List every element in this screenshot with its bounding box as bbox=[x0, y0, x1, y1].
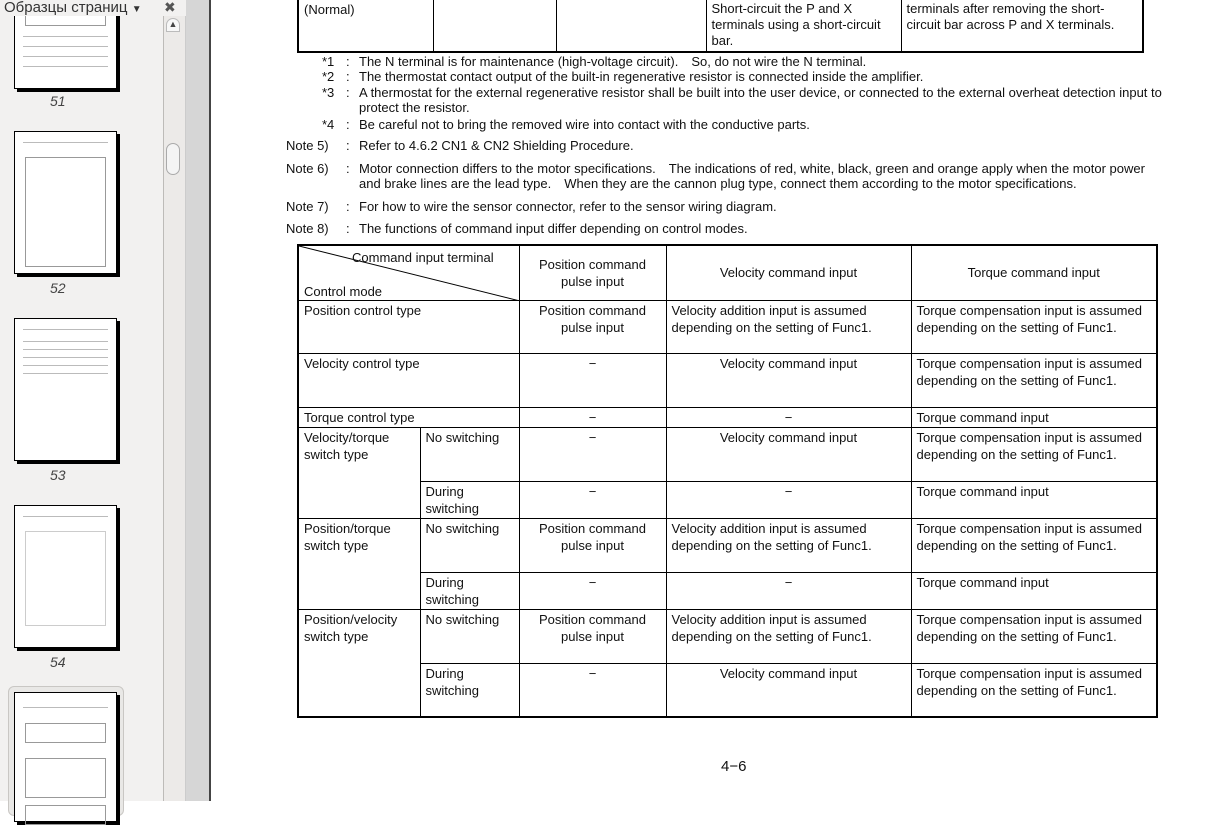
table-cell: Velocity command input bbox=[666, 663, 911, 717]
pane-divider[interactable] bbox=[186, 0, 211, 801]
table-cell: Torque compensation input is assumed depending on the setting of Func1. bbox=[911, 353, 1157, 407]
note-mark: Note 7) bbox=[286, 199, 329, 214]
table-cell: No switching bbox=[420, 427, 519, 481]
thumbnail-label: 52 bbox=[50, 280, 66, 296]
table-cell: Position/torque switch type bbox=[298, 518, 420, 609]
footnote-text: Be careful not to bring the removed wire into contact with the conductive parts. bbox=[359, 117, 810, 132]
table-cell: Torque command input bbox=[911, 407, 1157, 427]
scroll-up-arrow-icon[interactable]: ▲ bbox=[166, 18, 180, 32]
table-cell: Velocity command input bbox=[666, 427, 911, 481]
thumbnail-label: 53 bbox=[50, 467, 66, 483]
table-row bbox=[298, 407, 1157, 427]
header-label: Command input terminal bbox=[352, 250, 494, 265]
footnote-text: The thermostat contact output of the built-in regenerative resistor is connected inside the amplifier. bbox=[359, 69, 924, 84]
table-row bbox=[298, 0, 1143, 52]
sidebar-title: Образцы страниц bbox=[4, 0, 128, 16]
table-cell: Torque compensation input is assumed depending on the setting of Func1. bbox=[911, 609, 1157, 663]
table-cell: terminals after removing the short-circuit bar across P and X terminals. bbox=[901, 0, 1143, 52]
table-cell bbox=[433, 0, 556, 52]
table-cell: Torque compensation input is assumed depending on the setting of Func1. bbox=[911, 427, 1157, 481]
table-cell: − bbox=[666, 572, 911, 609]
diagonal-header-cell bbox=[298, 245, 519, 300]
thumbnail-page-53[interactable] bbox=[14, 318, 117, 461]
thumbnail-page-52[interactable] bbox=[14, 131, 117, 274]
table-header-row bbox=[298, 245, 1157, 300]
table-cell: − bbox=[519, 407, 666, 427]
table-cell: Velocity addition input is assumed depending on the setting of Func1. bbox=[666, 300, 911, 353]
sidebar-scrollbar[interactable] bbox=[164, 0, 186, 801]
note-text: The functions of command input differ depending on control modes. bbox=[359, 221, 748, 236]
table-cell: − bbox=[519, 353, 666, 407]
page-number: 4−6 bbox=[721, 758, 747, 775]
footnote-mark: *4 bbox=[322, 117, 335, 132]
table-row bbox=[298, 300, 1157, 353]
header-label: Control mode bbox=[304, 284, 383, 299]
table-cell: Velocity addition input is assumed depending on the setting of Func1. bbox=[666, 518, 911, 572]
table-cell: − bbox=[666, 407, 911, 427]
table-cell: − bbox=[519, 427, 666, 481]
thumbnail-sidebar bbox=[0, 0, 176, 801]
table-cell: − bbox=[519, 663, 666, 717]
note-mark: Note 6) bbox=[286, 161, 329, 176]
table-cell: Velocity/torque switch type bbox=[298, 427, 420, 518]
table-cell: Position control type bbox=[298, 300, 519, 353]
table-cell: − bbox=[519, 481, 666, 518]
table-cell: Short-circuit the P and X terminals using a short-circuit bar. bbox=[706, 0, 901, 52]
table-row bbox=[298, 518, 1157, 572]
table-cell: Velocity control type bbox=[298, 353, 519, 407]
table-cell bbox=[556, 0, 706, 52]
table-cell: Position command pulse input bbox=[519, 609, 666, 663]
table-cell: Torque compensation input is assumed depending on the setting of Func1. bbox=[911, 300, 1157, 353]
note-mark: Note 8) bbox=[286, 221, 329, 236]
footnote-text: The N terminal is for maintenance (high-voltage circuit). So, do not wire the N terminal. bbox=[359, 54, 867, 69]
thumbnail-page-55[interactable] bbox=[14, 692, 117, 822]
footnote-mark: *1 bbox=[322, 54, 335, 69]
table-cell: During switching bbox=[420, 481, 519, 518]
command-input-table bbox=[297, 244, 1158, 718]
table-row bbox=[298, 353, 1157, 407]
table-row bbox=[298, 572, 1157, 609]
table-row bbox=[298, 427, 1157, 481]
table-cell: During switching bbox=[420, 572, 519, 609]
table-cell: Position command pulse input bbox=[519, 300, 666, 353]
thumbnail-label: 54 bbox=[50, 654, 66, 670]
top-table bbox=[297, 0, 1144, 53]
column-header: Velocity command input bbox=[666, 245, 911, 300]
table-cell: Position command pulse input bbox=[519, 518, 666, 572]
column-header: Torque command input bbox=[911, 245, 1157, 300]
footnote-text: A thermostat for the external regenerative resistor shall be built into the user device, or connected to the external overheat detection input to protect the resistor. bbox=[359, 85, 1162, 115]
table-row bbox=[298, 609, 1157, 663]
dropdown-icon[interactable]: ▼ bbox=[131, 4, 142, 15]
note-text: Refer to 4.6.2 CN1 & CN2 Shielding Procedure. bbox=[359, 138, 634, 153]
table-cell: − bbox=[666, 481, 911, 518]
table-cell: Velocity command input bbox=[666, 353, 911, 407]
close-icon[interactable]: ✖ bbox=[164, 0, 176, 15]
table-row bbox=[298, 663, 1157, 717]
table-cell: Torque compensation input is assumed depending on the setting of Func1. bbox=[911, 663, 1157, 717]
column-header: Position command pulse input bbox=[519, 245, 666, 300]
footnote-mark: *2 bbox=[322, 69, 335, 84]
thumbnail-label: 51 bbox=[50, 93, 66, 109]
note-mark: Note 5) bbox=[286, 138, 329, 153]
table-cell: (Normal) bbox=[298, 0, 433, 52]
thumbnail-page-54[interactable] bbox=[14, 505, 117, 648]
table-row bbox=[298, 481, 1157, 518]
document-page: (Normal) Short-circuit the P and X terminals using a short-circuit bar. terminals after removing the short-circuit bar across P and X terminals. *1 : The N terminal is for maintenance (high-voltage circuit). So, do not wire the N terminal. *2 : The thermostat contact output of the built-in regenerative resistor is connected inside the amplifier. *3 : A thermostat for the external regenerative resistor shall be built into the user device, or connected to the external overheat detection input to protect the resistor. *4 : Be careful not to bring the removed wire into contact with the conductive parts. Note 5) : Refer to 4.6.2 CN1 & CN2 Shielding Procedure. Note 6) : Motor connection differs to the motor specifications. The indications of red, white, black, green and orange apply when the motor power and brake lines are the lead type. When they are the cannon plug type, connect them according to the motor specifications. Note 7) : For how to wire the sensor connector, refer to the sensor wiring diagram. Note 8) : The functions of command input differ depending on control modes. Command input terminal Control mode Position command pulse input Velocity command input Torque command input Position control type Position command pulse input Velocity addition input is assumed depending on the setting of Func1. Torque compensation input is assumed depending on the setting of Func1. Velocity control type − Velocity command input Torque compensation input is assumed depending on the setting of Func1. Torque control type − − Torque command input Velocity/torque switch type No switching − Velocity command input Torque compensation input is assumed depending on the setting of Func1. During switching − − Torque command input Position/torque switch type No switching Position command pulse input Velocity addition input is assumed depending on the setting of Func1. Torque compensation input is assumed depending on the setting of Func1. During switching − − Torque command input Position/velocity switch type No switching Position command pulse input Velocity addition input is assumed depending on the setting of Func1. Torque compensation input is assumed depending on the setting of Func1. During switching − Velocity command input Torque compensation input is assumed depending on the setting of Func1. 4−6 bbox=[212, 0, 1218, 801]
sidebar-header[interactable] bbox=[0, 0, 186, 16]
note-text: For how to wire the sensor connector, refer to the sensor wiring diagram. bbox=[359, 199, 777, 214]
footnote-mark: *3 bbox=[322, 85, 335, 100]
table-cell: No switching bbox=[420, 518, 519, 572]
scrollbar-thumb[interactable] bbox=[166, 143, 180, 175]
table-cell: Velocity addition input is assumed depending on the setting of Func1. bbox=[666, 609, 911, 663]
note-text: Motor connection differs to the motor specifications. The indications of red, white, black, green and orange apply when the motor power and brake lines are the lead type. When they are the cannon plug type, connect them according to the motor specifications. bbox=[359, 161, 1145, 191]
table-cell: Torque command input bbox=[911, 572, 1157, 609]
table-cell: During switching bbox=[420, 663, 519, 717]
table-cell: Torque compensation input is assumed depending on the setting of Func1. bbox=[911, 518, 1157, 572]
table-cell: No switching bbox=[420, 609, 519, 663]
table-cell: Position/velocity switch type bbox=[298, 609, 420, 717]
table-cell: Torque command input bbox=[911, 481, 1157, 518]
table-cell: − bbox=[519, 572, 666, 609]
table-cell: Torque control type bbox=[298, 407, 519, 427]
